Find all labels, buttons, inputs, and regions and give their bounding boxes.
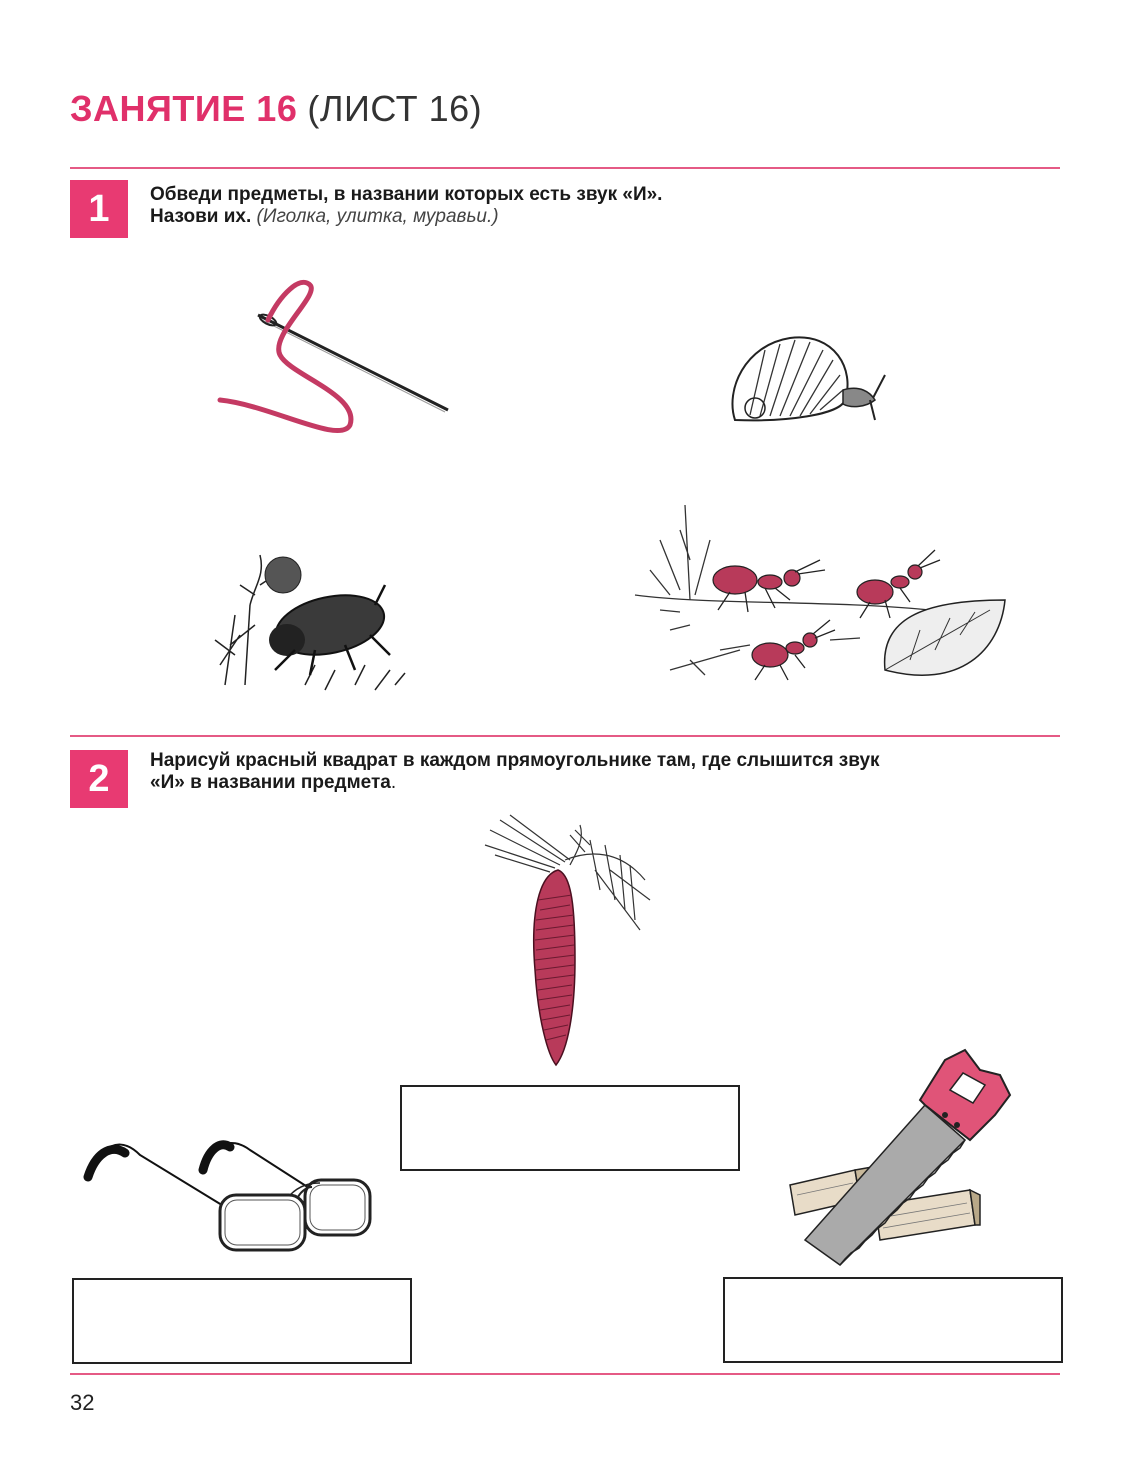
divider-middle (70, 735, 1060, 737)
page-number: 32 (70, 1390, 95, 1415)
task-1-number: 1 (70, 180, 128, 238)
page-title (70, 88, 482, 130)
task-2-line-1: Нарисуй красный квадрат в каждом прямоугольнике там, где слышится звук (150, 750, 880, 771)
task-2-line-2: «И» в названии предмета (150, 772, 391, 793)
lesson-title: ЗАНЯТИЕ 16 (70, 88, 298, 129)
ants-icon[interactable] (630, 500, 1010, 700)
task-1-line-2: Назови их. (150, 206, 252, 227)
pine-cone-icon[interactable] (480, 810, 660, 1070)
task-2-number: 2 (70, 750, 128, 808)
task-1-answer-hint: (Иголка, улитка, муравьи.) (256, 206, 499, 227)
task-2-line-2-end: . (390, 772, 397, 793)
task-1-instructions (150, 184, 662, 228)
saw-icon[interactable] (785, 1045, 1020, 1270)
divider-bottom (70, 1373, 1060, 1375)
task-1-line-1: Обведи предметы, в названии которых есть звук «И». (150, 184, 663, 205)
needle-thread-icon[interactable] (210, 275, 460, 445)
task-2-instructions (150, 750, 880, 794)
divider-top (70, 167, 1060, 169)
glasses-icon[interactable] (80, 1125, 375, 1255)
answer-box-saw[interactable] (723, 1277, 1063, 1363)
answer-box-pine-cone[interactable] (400, 1085, 740, 1171)
snail-icon[interactable] (725, 330, 895, 430)
beetle-icon[interactable] (205, 545, 420, 695)
sheet-label: (ЛИСТ 16) (307, 88, 483, 129)
answer-box-glasses[interactable] (72, 1278, 412, 1364)
